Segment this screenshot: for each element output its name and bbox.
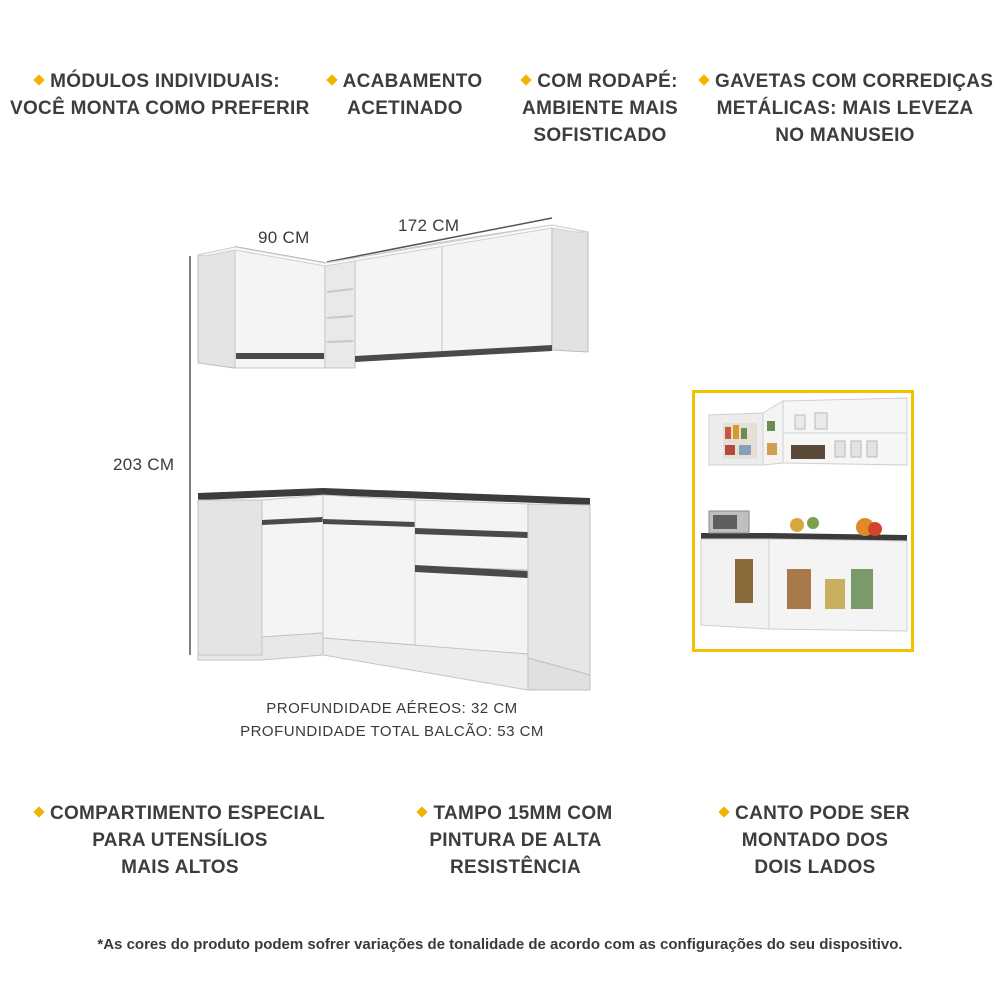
depth-info: [200, 697, 584, 743]
kitchen-scene-illustration: [695, 393, 911, 649]
height-label: 203 CM: [113, 455, 175, 474]
feature-modulos: MÓDULOS INDIVIDUAIS: VOCÊ MONTA COMO PREFERIR: [10, 71, 310, 119]
depth-counter-label: PROFUNDIDADE TOTAL BALCÃO: 53 CM: [240, 723, 544, 740]
width-right-label: 172 CM: [398, 216, 460, 235]
upper-cabinets: [198, 225, 588, 368]
feature-acabamento: ACABAMENTO ACETINADO: [320, 68, 490, 122]
furnished-kitchen-photo: [692, 390, 914, 652]
diamond-bullet-icon: [417, 806, 428, 817]
color-disclaimer: *As cores do produto podem sofrer variações de tonalidade de acordo com as configurações do seu dispositivo.: [97, 936, 903, 953]
feature-canto: CANTO PODE SER MONTADO DOS DOIS LADOS: [715, 800, 915, 881]
base-cabinets: [198, 488, 590, 690]
diamond-bullet-icon: [33, 806, 44, 817]
width-left-label: 90 CM: [258, 228, 310, 247]
diamond-bullet-icon: [718, 806, 729, 817]
feature-gavetas: GAVETAS COM CORREDIÇAS METÁLICAS: MAIS LEVEZA NO MANUSEIO: [700, 68, 990, 149]
depth-upper-label: PROFUNDIDADE AÉREOS: 32 CM: [266, 700, 518, 717]
feature-tampo: TAMPO 15MM COM PINTURA DE ALTA RESISTÊNCIA: [408, 800, 623, 881]
feature-compartimento: COMPARTIMENTO ESPECIAL PARA UTENSÍLIOS MAIS ALTOS: [30, 800, 330, 881]
feature-rodape: COM RODAPÉ: AMBIENTE MAIS SOFISTICADO: [522, 71, 678, 146]
